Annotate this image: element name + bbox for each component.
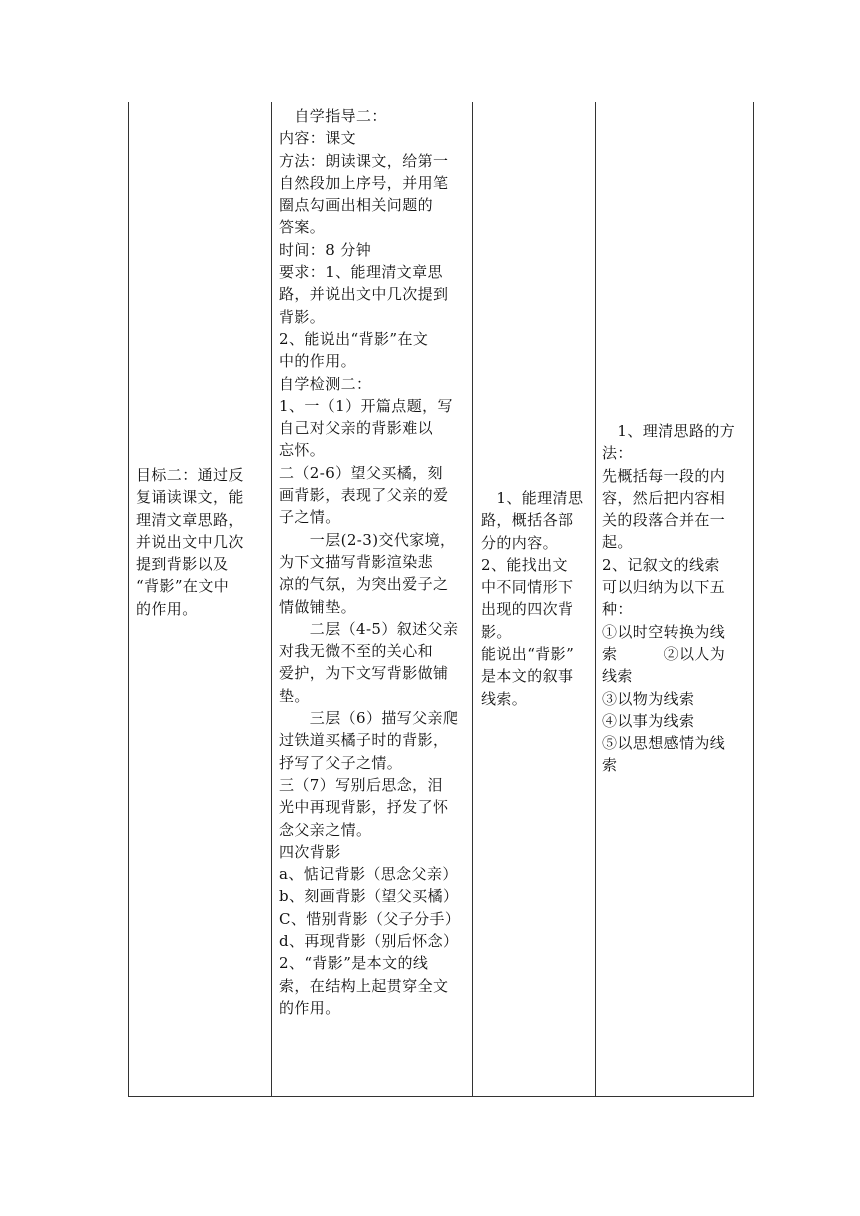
text-line: 先概括每一段的内 — [602, 466, 726, 485]
text-line: 分的内容。 — [481, 533, 559, 552]
text-line: 时间：8 分钟 — [279, 240, 372, 259]
text-line: 凉的气氛，为突出爱子之 — [279, 575, 449, 594]
text-line: 答案。 — [279, 218, 326, 237]
text-line: 的作用。 — [279, 998, 341, 1017]
text-line: 影。 — [481, 622, 512, 641]
text-line: 1、能理清思 — [481, 489, 584, 507]
text-line: 一层(2-3)交代家境， — [279, 530, 456, 549]
text-line: 爱护，为下文写背影做铺 — [279, 664, 449, 683]
text-line: ④以事为线索 — [602, 711, 695, 730]
text-line: 对我无微不至的关心和 — [279, 642, 434, 661]
text-line: 法： — [602, 444, 633, 463]
text-line: 二层（4-5）叙述父亲 — [279, 619, 459, 638]
text-line: 目标二：通过反 — [136, 466, 244, 484]
text-line: 要求：1、能理清文章思 — [279, 263, 443, 282]
text-line: 可以归纳为以下五 — [602, 578, 726, 597]
text-line: 内容：课文 — [279, 129, 357, 148]
text-line: 自学指导二： — [279, 107, 387, 125]
method-guidance-cell — [602, 420, 748, 777]
text-line: 路，并说出文中几次提到 — [279, 285, 449, 304]
text-line: 抒写了父子之情。 — [279, 753, 403, 772]
text-line: 自学检测二： — [279, 374, 372, 393]
text-line: C、惜别背影（父子分手） — [279, 909, 461, 928]
text-line: 过铁道买橘子时的背影， — [279, 731, 449, 750]
text-line: 忘怀。 — [279, 441, 326, 460]
text-line: d、再现背影（别后怀念） — [279, 931, 459, 950]
text-line: 种： — [602, 600, 633, 619]
text-line: 能说出“背影” — [481, 645, 575, 664]
text-line: 2、“背影”是本文的线 — [279, 954, 429, 973]
text-line: ③以物为线索 — [602, 689, 695, 708]
text-line: ①以时空转换为线 — [602, 622, 726, 641]
text-line: 并说出文中几次 — [136, 532, 244, 551]
text-line: b、刻画背影（望父买橘） — [279, 887, 459, 906]
text-line: 三（7）写别后思念，泪 — [279, 775, 443, 794]
text-line: 2、能说出“背影”在文 — [279, 329, 429, 348]
text-line: 光中再现背影，抒发了怀 — [279, 798, 449, 817]
text-line: 画背影，表现了父亲的爱 — [279, 486, 449, 505]
text-line: 2、记叙文的线索 — [602, 555, 720, 574]
text-line: 索 — [602, 756, 618, 775]
text-line: 1、理清思路的方 — [602, 422, 736, 440]
text-line: 提到背影以及 — [136, 555, 229, 574]
text-line: 方法：朗读课文，给第一 — [279, 151, 449, 170]
text-line: 理清文章思路， — [136, 510, 244, 529]
text-line: 情做铺垫。 — [279, 597, 357, 616]
text-line: 念父亲之情。 — [279, 820, 372, 839]
text-line: 自己对父亲的背影难以 — [279, 419, 434, 438]
text-line: 圈点勾画出相关问题的 — [279, 196, 434, 215]
text-line: 二（2-6）望父买橘，刻 — [279, 463, 443, 482]
text-line: 容，然后把内容相 — [602, 488, 726, 507]
text-line: 垫。 — [279, 686, 310, 705]
text-line: 出现的四次背 — [481, 600, 574, 619]
text-line: 线索 — [602, 667, 633, 686]
text-line: 1、一（1）开篇点题，写 — [279, 396, 453, 415]
text-line: 中不同情形下 — [481, 578, 574, 597]
text-line: 复诵读课文，能 — [136, 488, 244, 507]
text-line: a、惦记背影（思念父亲） — [279, 865, 458, 884]
text-line: “背影”在文中 — [136, 577, 230, 596]
text-line: 中的作用。 — [279, 352, 357, 371]
text-line: 路，概括各部 — [481, 511, 574, 530]
column-divider — [595, 102, 596, 1096]
text-line: 四次背影 — [279, 842, 341, 861]
text-line: 为下文描写背影渲染悲 — [279, 552, 434, 571]
goal-cell — [136, 464, 268, 620]
text-line: 的作用。 — [136, 599, 198, 618]
text-line: 2、能找出文 — [481, 555, 568, 574]
text-line: ⑤以思想感情为线 — [602, 734, 726, 753]
text-line: 起。 — [602, 533, 633, 552]
column-divider — [472, 102, 473, 1096]
text-line: 是本文的叙事 — [481, 667, 574, 686]
column-divider — [271, 102, 272, 1096]
text-line: 关的段落合并在一 — [602, 511, 726, 530]
text-line: 索 ②以人为 — [602, 644, 726, 663]
text-line: 索，在结构上起贯穿全文 — [279, 976, 449, 995]
self-study-guide-cell — [279, 105, 469, 1019]
text-line: 子之情。 — [279, 508, 341, 527]
text-line: 背影。 — [279, 307, 326, 326]
learning-objective-cell — [481, 487, 589, 710]
text-line: 自然段加上序号，并用笔 — [279, 173, 449, 192]
lesson-table — [128, 102, 754, 1097]
text-line: 三层（6）描写父亲爬 — [279, 709, 459, 728]
text-line: 线索。 — [481, 689, 528, 708]
